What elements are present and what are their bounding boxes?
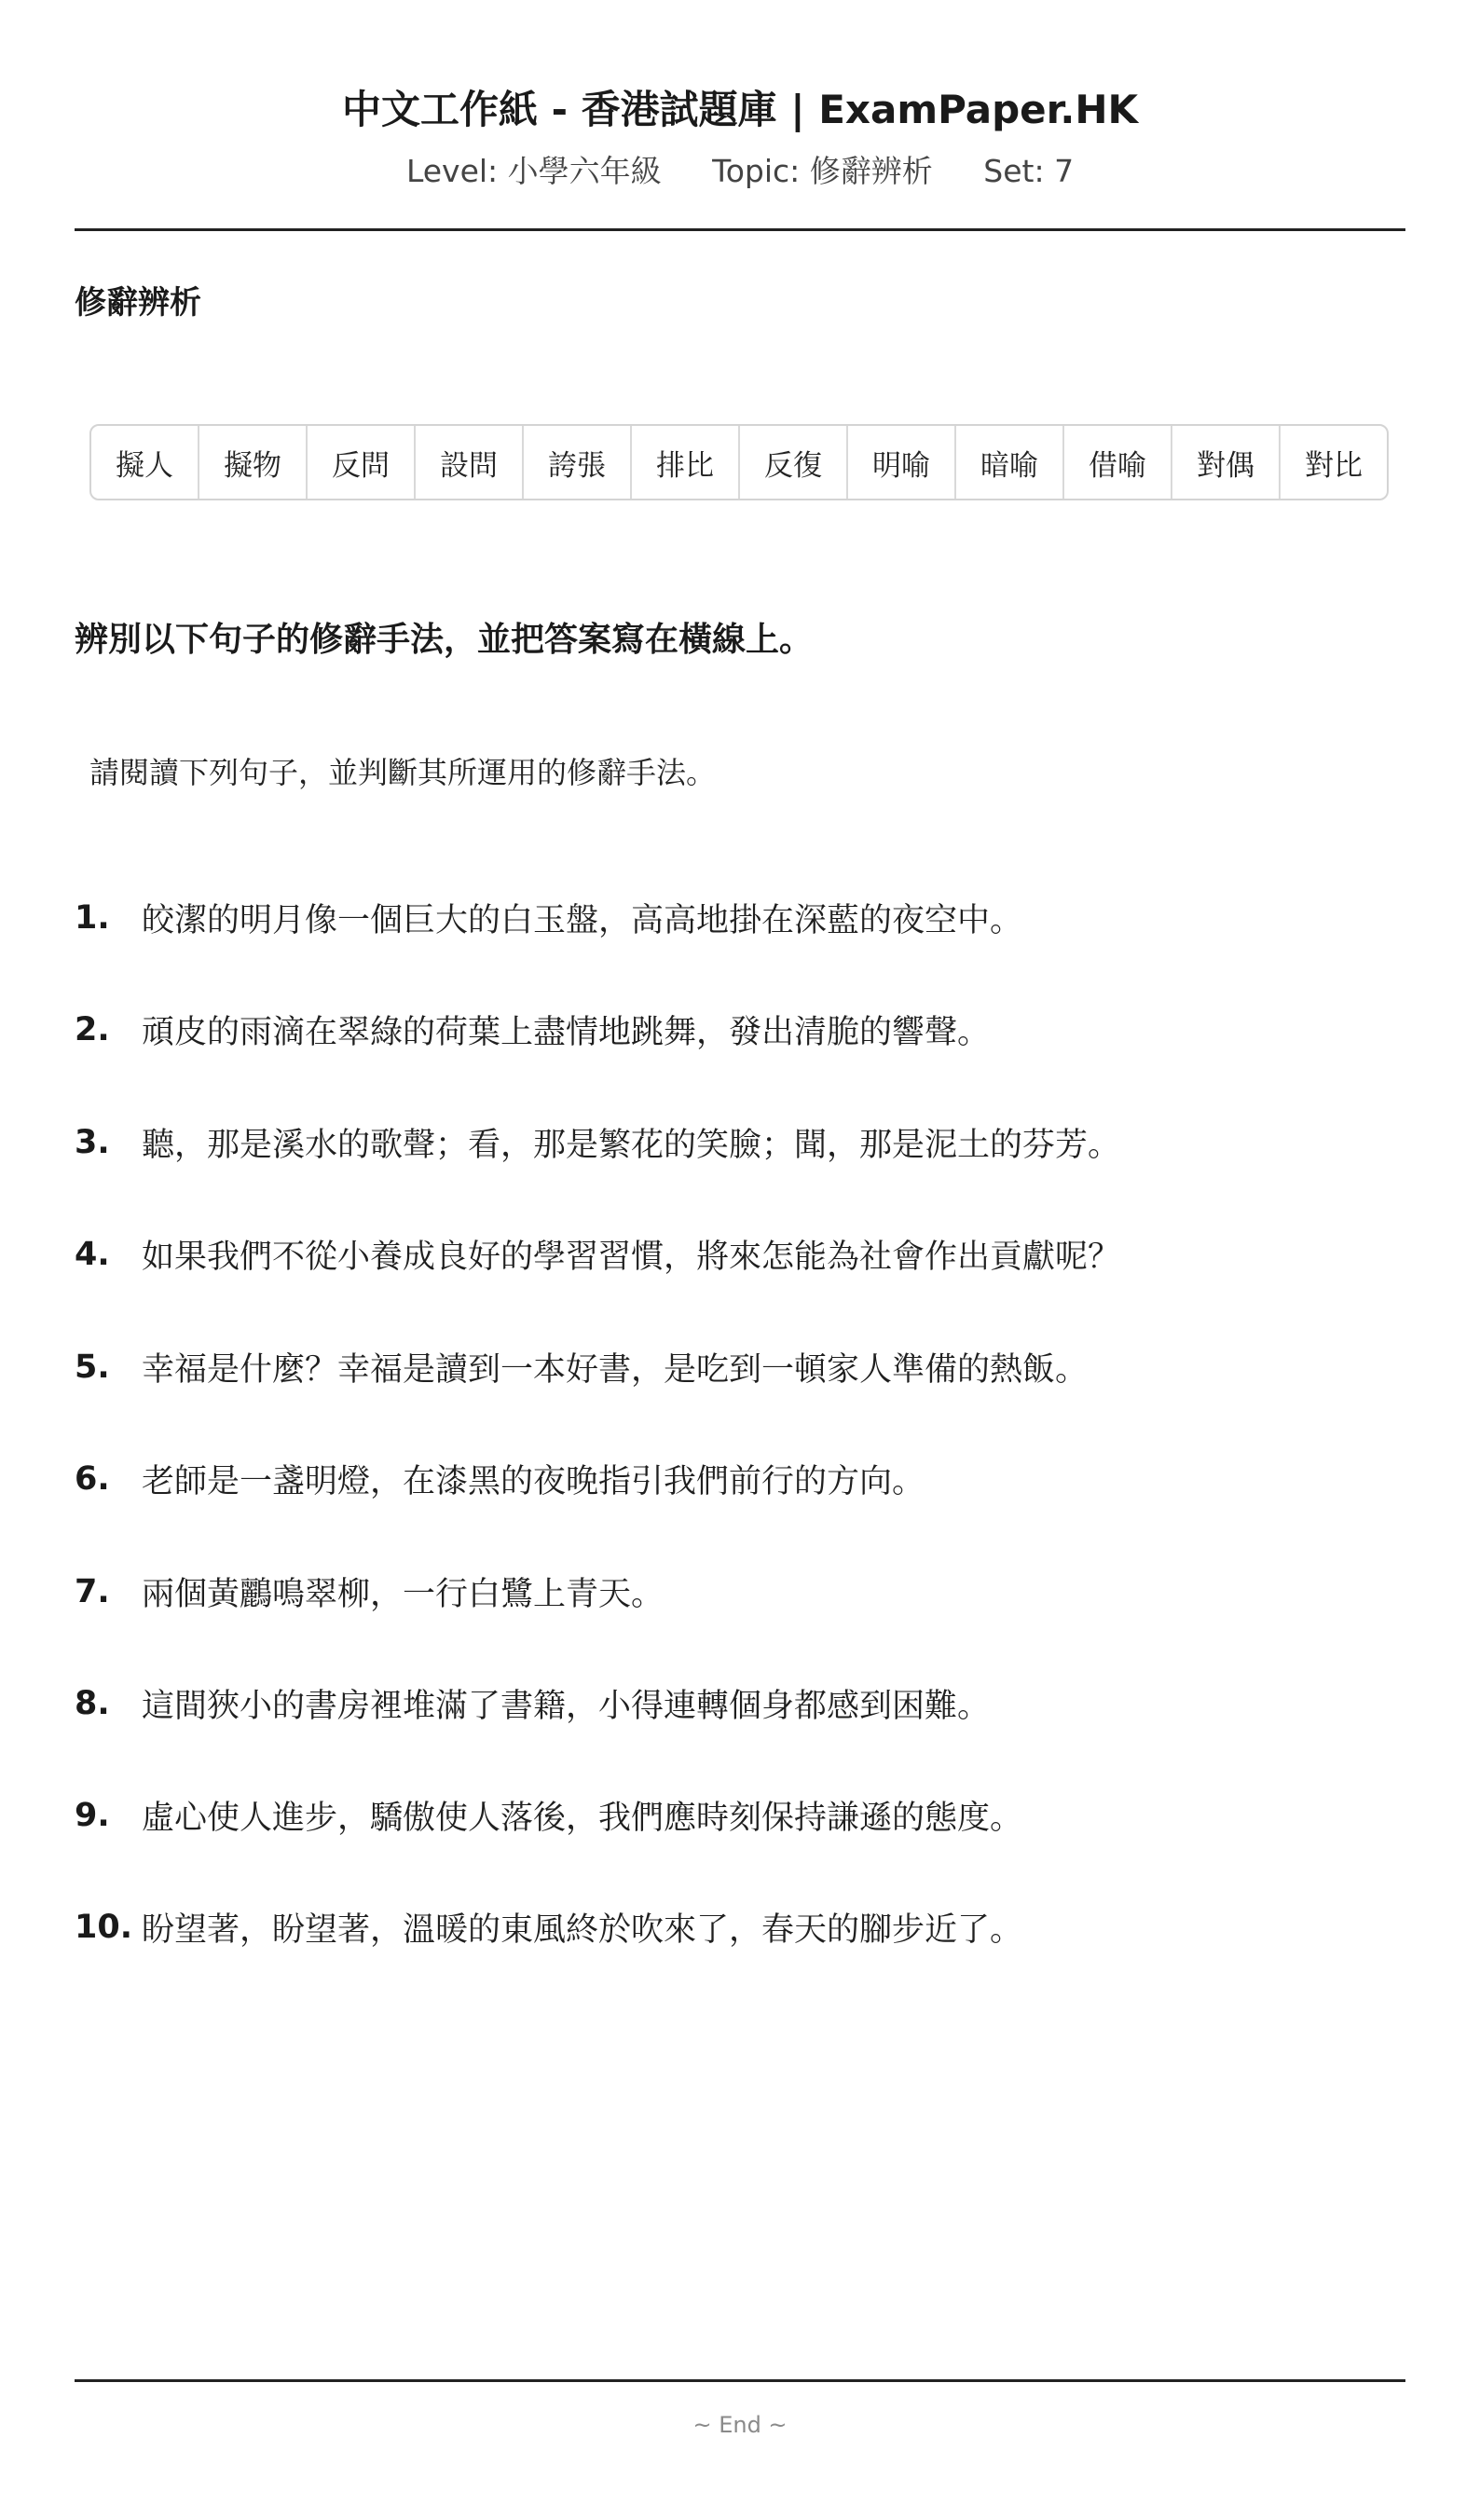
- question-text: 兩個黃鸝鳴翠柳，一行白鷺上青天。: [142, 1576, 665, 1613]
- footer-divider: [75, 2379, 1405, 2382]
- option-item: 反復: [740, 426, 848, 499]
- question-text: 如果我們不從小養成良好的學習習慣，將來怎能為社會作出貢獻呢？: [142, 1239, 1121, 1276]
- question-text: 虛心使人進步，驕傲使人落後，我們應時刻保持謙遜的態度。: [142, 1800, 1023, 1837]
- option-item: 對偶: [1172, 426, 1281, 499]
- set-label: Set: 7: [983, 153, 1075, 189]
- question-number: 9.: [75, 1797, 110, 1834]
- question-number: 10.: [75, 1909, 133, 1946]
- option-item: 明喻: [848, 426, 956, 499]
- option-item: 反問: [308, 426, 416, 499]
- question-item: [75, 1899, 1405, 1955]
- question-number: 2.: [75, 1011, 110, 1048]
- question-number: 1.: [75, 899, 110, 937]
- question-item: [75, 1676, 1405, 1732]
- section-title: 修辭辨析: [75, 284, 201, 322]
- question-item: [75, 1451, 1405, 1507]
- question-number: 3.: [75, 1124, 110, 1161]
- question-number: 5.: [75, 1349, 110, 1386]
- level-label: Level: 小學六年級: [405, 153, 662, 189]
- question-item: [75, 1002, 1405, 1058]
- option-item: 擬人: [91, 426, 199, 499]
- main-instruction: 辨別以下句子的修辭手法，並把答案寫在橫線上。: [75, 621, 814, 659]
- option-item: 設問: [416, 426, 524, 499]
- option-item: 暗喻: [956, 426, 1064, 499]
- end-marker: ~ End ~: [692, 2412, 788, 2438]
- rhetoric-options-box: [89, 424, 1389, 500]
- worksheet-title: 中文工作紙 - 香港試題庫 | ExamPaper.HK: [341, 87, 1139, 132]
- question-item: [75, 1115, 1405, 1171]
- option-item: 擬物: [199, 426, 308, 499]
- question-item: [75, 890, 1405, 946]
- topic-label: Topic: 修辭辨析: [712, 153, 933, 189]
- sub-instruction: 請閱讀下列句子，並判斷其所運用的修辭手法。: [89, 755, 717, 790]
- question-number: 8.: [75, 1685, 110, 1722]
- question-text: 皎潔的明月像一個巨大的白玉盤，高高地掛在深藍的夜空中。: [142, 902, 1023, 939]
- question-item: [75, 1787, 1405, 1843]
- worksheet-meta: [75, 151, 1405, 192]
- option-item: 對比: [1305, 448, 1363, 483]
- question-text: 聽，那是溪水的歌聲；看，那是繁花的笑臉；聞，那是泥土的芬芳。: [142, 1127, 1121, 1164]
- question-item: [75, 1339, 1405, 1395]
- question-number: 4.: [75, 1236, 110, 1273]
- option-item: 排比: [632, 426, 740, 499]
- question-text: 老師是一盞明燈，在漆黑的夜晚指引我們前行的方向。: [142, 1463, 925, 1500]
- question-number: 6.: [75, 1460, 110, 1498]
- option-item: 借喻: [1064, 426, 1172, 499]
- worksheet-header: [75, 84, 1405, 192]
- question-text: 盼望著，盼望著，溫暖的東風終於吹來了，春天的腳步近了。: [142, 1911, 1023, 1949]
- question-text: 幸福是什麼？幸福是讀到一本好書，是吃到一頓家人準備的熱飯。: [142, 1351, 1089, 1389]
- header-divider: [75, 228, 1405, 231]
- question-number: 7.: [75, 1573, 110, 1610]
- question-item: [75, 1226, 1405, 1282]
- question-item: [75, 1564, 1405, 1620]
- question-text: 頑皮的雨滴在翠綠的荷葉上盡情地跳舞，發出清脆的響聲。: [142, 1014, 991, 1051]
- question-text: 這間狹小的書房裡堆滿了書籍，小得連轉個身都感到困難。: [142, 1688, 991, 1725]
- worksheet-page: [75, 0, 1405, 2520]
- option-item: 誇張: [524, 426, 632, 499]
